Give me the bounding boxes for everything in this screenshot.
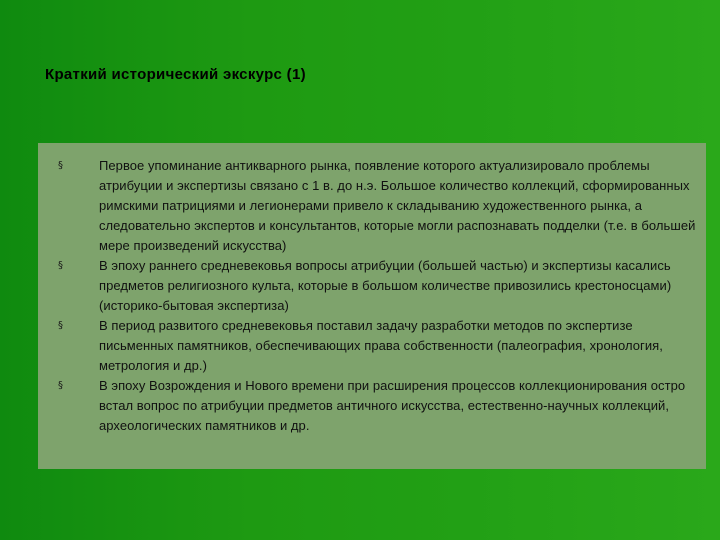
slide-title: Краткий исторический экскурс (1)	[45, 66, 306, 83]
bullet-item	[58, 316, 700, 376]
bullet-section-icon: §	[58, 380, 63, 391]
bullet-item	[58, 256, 700, 316]
content-box	[38, 143, 706, 469]
bullet-item	[58, 156, 700, 256]
bullet-item	[58, 376, 700, 436]
bullet-section-icon: §	[58, 260, 63, 271]
bullet-section-icon: §	[58, 160, 63, 171]
bullet-section-icon: §	[58, 320, 63, 331]
bullet-list	[58, 156, 700, 436]
bullet-text: В эпоху раннего средневековья вопросы атрибуции (большей частью) и экспертизы касались предметов религиозного культа, которые в большом количестве привозились крестоносцами) (историко-бытовая экспертиза)	[99, 258, 672, 313]
bullet-text: Первое упоминание антикварного рынка, появление которого актуализировало проблемы атрибуции и экспертизы связано с 1 в. до н.э. Большое количество коллекций, сформированных римскими патрициями и легионерами привело к складыванию художественного рынка, а следовательно экспертов и консультантов, которые могли распознавать подделки (т.е. в большей мере произведений искусства)	[99, 158, 696, 253]
bullet-text: В эпоху Возрождения и Нового времени при расширения процессов коллекционирования остро встал вопрос по атрибуции предметов античного искусства, естественно-научных коллекций, археологических памятников и др.	[99, 378, 686, 433]
bullet-text: В период развитого средневековья поставил задачу разработки методов по экспертизе письменных памятников, обеспечивающих права собственности (палеография, хронология, метрология и др.)	[99, 318, 663, 373]
